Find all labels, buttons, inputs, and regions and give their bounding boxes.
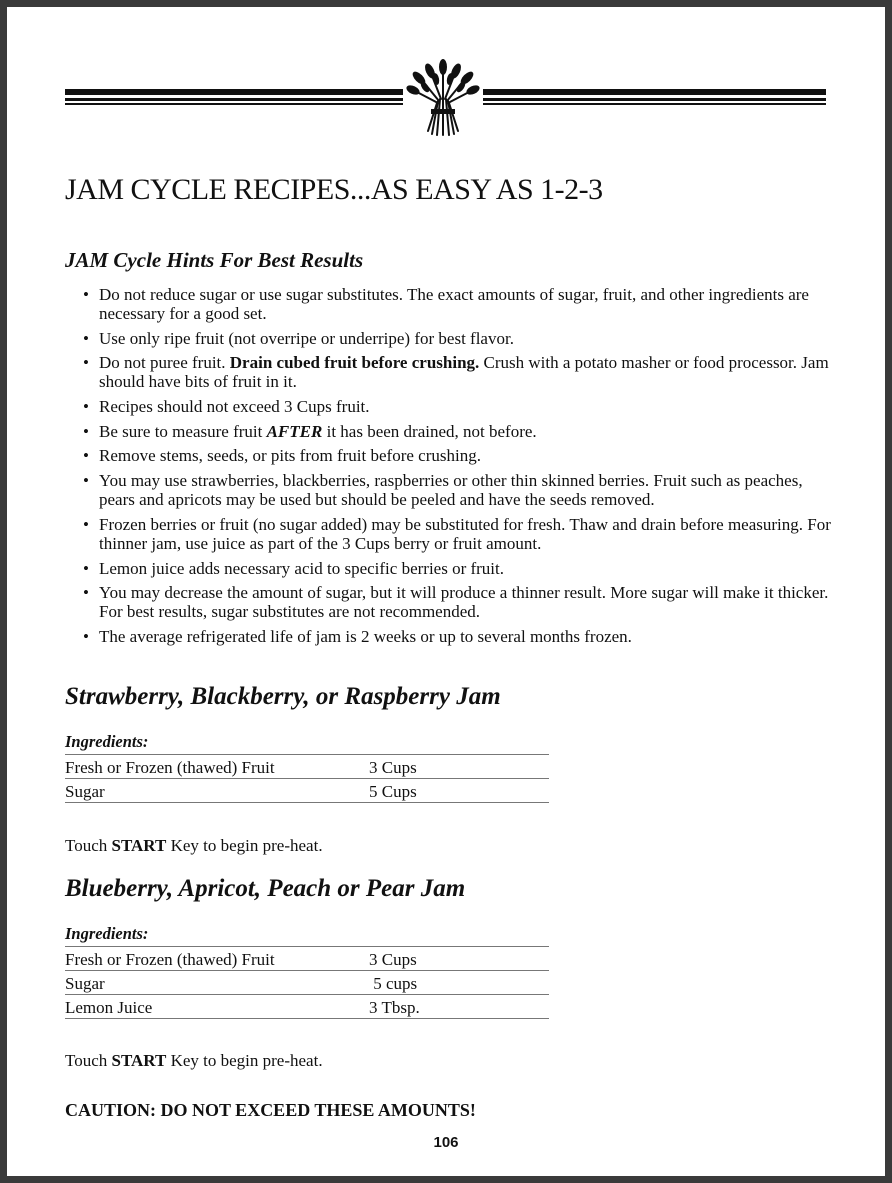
table-row	[65, 779, 549, 803]
hint-item: • Use only ripe fruit (not overripe or underripe) for best flavor.	[65, 329, 835, 348]
hint-item: • Be sure to measure fruit AFTER it has been drained, not before.	[65, 422, 835, 441]
table-row	[65, 995, 549, 1019]
page-title: JAM CYCLE RECIPES...AS EASY AS 1-2-3	[65, 173, 603, 206]
recipe-title: Strawberry, Blackberry, or Raspberry Jam	[65, 683, 501, 710]
ingredient-amount: 5 cups	[369, 971, 549, 995]
ingredients-label: Ingredients:	[65, 924, 149, 943]
hint-item: • Remove stems, seeds, or pits from fruit before crushing.	[65, 446, 835, 465]
hint-item: • The average refrigerated life of jam is 2 weeks or up to several months frozen.	[65, 627, 835, 646]
page-number: 106	[433, 1134, 459, 1151]
recipe-title: Blueberry, Apricot, Peach or Pear Jam	[65, 875, 466, 902]
table-row	[65, 971, 549, 995]
ingredient-name: Fresh or Frozen (thawed) Fruit	[65, 947, 369, 971]
ingredients-table	[65, 946, 549, 1019]
ingredients-table	[65, 754, 549, 803]
ingredient-name: Sugar	[65, 971, 369, 995]
ingredient-name: Sugar	[65, 779, 369, 803]
hint-item: • Recipes should not exceed 3 Cups fruit.	[65, 397, 835, 416]
ingredient-amount: 3 Cups	[369, 755, 549, 779]
ingredients-label: Ingredients:	[65, 732, 149, 751]
ingredient-amount: 3 Tbsp.	[369, 995, 549, 1019]
hint-item: • Frozen berries or fruit (no sugar added) may be substituted for fresh. Thaw and drain before measuring. For thinner jam, use juice as part of the 3 Cups berry or fruit amount.	[65, 515, 835, 553]
ingredient-amount: 5 Cups	[369, 779, 549, 803]
touch-start-instruction: Touch START Key to begin pre-heat.	[65, 1051, 323, 1070]
touch-start-instruction: Touch START Key to begin pre-heat.	[65, 836, 323, 855]
hints-list	[65, 285, 835, 652]
hint-item: • You may use strawberries, blackberries, raspberries or other thin skinned berries. Fruit such as peaches, pears and apricots may be used but should be peeled and have the seeds removed.	[65, 471, 835, 509]
caution-notice: CAUTION: DO NOT EXCEED THESE AMOUNTS!	[65, 1100, 476, 1120]
hint-item: • Lemon juice adds necessary acid to specific berries or fruit.	[65, 559, 835, 578]
hint-item: • Do not puree fruit. Drain cubed fruit before crushing. Crush with a potato masher or food processor. Jam should have bits of fruit in it.	[65, 353, 835, 391]
ingredient-amount: 3 Cups	[369, 947, 549, 971]
hint-item: • You may decrease the amount of sugar, but it will produce a thinner result. More sugar will make it thicker. For best results, sugar substitutes are not recommended.	[65, 583, 835, 621]
ingredient-name: Lemon Juice	[65, 995, 369, 1019]
ingredient-name: Fresh or Frozen (thawed) Fruit	[65, 755, 369, 779]
table-row	[65, 947, 549, 971]
hints-heading: JAM Cycle Hints For Best Results	[65, 248, 364, 272]
wheat-sheaf-icon	[403, 57, 483, 137]
hint-item: • Do not reduce sugar or use sugar substitutes. The exact amounts of sugar, fruit, and other ingredients are necessary for a good set.	[65, 285, 835, 323]
table-row	[65, 755, 549, 779]
